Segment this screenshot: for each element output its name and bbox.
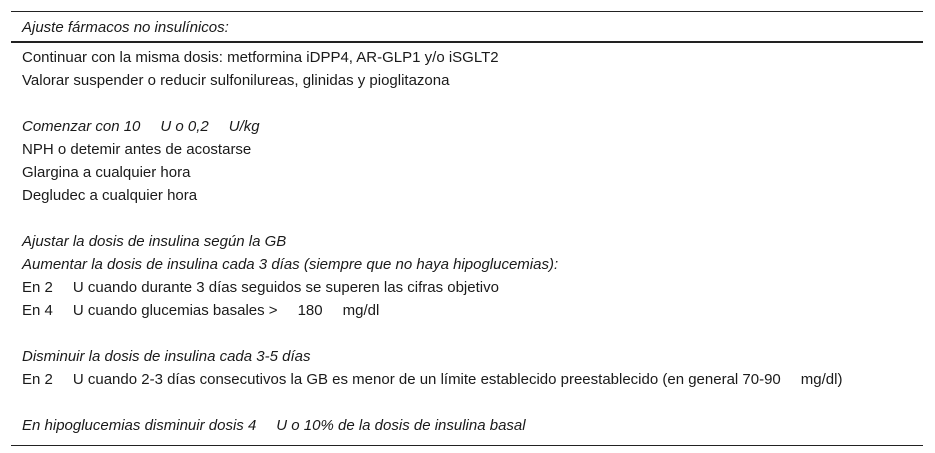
increase-2u-prefix: En 2	[22, 279, 53, 296]
text-line-nph: NPH o detemir antes de acostarse	[22, 141, 252, 158]
text-line-increase-2u	[22, 276, 923, 299]
text-line-suspend-drugs: Valorar suspender o reducir sulfonilureas, glinidas y pioglitazona	[22, 72, 450, 89]
increase-4u-prefix: En 4	[22, 302, 53, 319]
start-dose-prefix: Comenzar con 10	[22, 118, 141, 135]
increase-2u-text: U cuando durante 3 días seguidos se superen las cifras objetivo	[72, 279, 499, 296]
text-line-continue-dose: Continuar con la misma dosis: metformina iDPP4, AR-GLP1 y/o iSGLT2	[22, 49, 499, 66]
decrease-2u-prefix: En 2	[22, 371, 53, 388]
text-line-decrease-2u	[22, 368, 923, 391]
text-line-increase-4u	[22, 299, 923, 322]
increase-4u-unit: mg/dl	[342, 302, 380, 319]
hypoglycemia-suffix: U o 10% de la dosis de insulina basal	[276, 417, 526, 434]
increase-4u-threshold: 180	[297, 302, 323, 319]
text-line-decrease-heading: Disminuir la dosis de insulina cada 3-5 días	[22, 348, 311, 365]
text-line-increase-heading: Aumentar la dosis de insulina cada 3 días (siempre que no haya hipoglucemias):	[22, 256, 559, 273]
header-title: Ajuste fármacos no insulínicos:	[22, 19, 229, 36]
start-dose-mid: U o 0,2	[160, 118, 209, 135]
table-header	[11, 12, 923, 43]
spacer	[22, 391, 923, 414]
table-body	[11, 43, 923, 445]
spacer	[22, 92, 923, 115]
insulin-adjustment-table	[11, 11, 923, 446]
hypoglycemia-prefix: En hipoglucemias disminuir dosis 4	[22, 417, 257, 434]
text-line-hypoglycemia	[22, 414, 923, 437]
start-dose-suffix: U/kg	[228, 118, 260, 135]
increase-4u-text: U cuando glucemias basales >	[72, 302, 278, 319]
text-line-degludec: Degludec a cualquier hora	[22, 187, 198, 204]
spacer	[22, 207, 923, 230]
spacer	[22, 322, 923, 345]
text-line-adjust-heading: Ajustar la dosis de insulina según la GB	[22, 233, 287, 250]
text-line-start-dose	[22, 115, 923, 138]
text-line-glargine: Glargina a cualquier hora	[22, 164, 191, 181]
decrease-2u-unit: mg/dl)	[800, 371, 843, 388]
decrease-2u-text: U cuando 2-3 días consecutivos la GB es menor de un límite establecido preestablecido (en general 70-90	[72, 371, 781, 388]
